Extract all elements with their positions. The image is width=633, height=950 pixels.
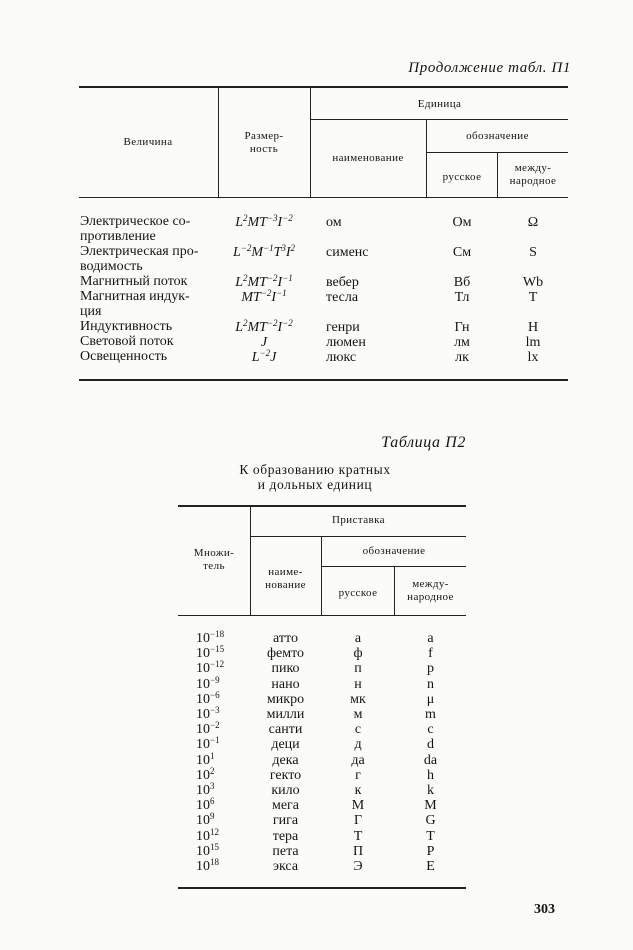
multiplier-cell: $10^{-6}$ bbox=[196, 689, 220, 707]
quantity-cell: Освещенность bbox=[80, 349, 168, 364]
multiplier-cell: $10^{-9}$ bbox=[196, 674, 220, 692]
quantity-cell: Магнитный поток bbox=[80, 274, 188, 289]
symbol-russian-cell: лм bbox=[454, 335, 470, 350]
symbol-russian-cell: м bbox=[353, 707, 363, 722]
t1-header-symbol: обозначение bbox=[466, 130, 529, 142]
symbol-russian-cell: п bbox=[354, 661, 362, 677]
symbol-international-cell: c bbox=[427, 722, 434, 738]
symbol-international-cell: da bbox=[423, 752, 438, 768]
symbol-russian-cell: Ом bbox=[452, 215, 472, 230]
symbol-international-cell: G bbox=[425, 813, 436, 829]
multiplier-cell: $10^{15}$ bbox=[196, 841, 219, 859]
multiplier-cell: $10^{-1}$ bbox=[196, 735, 220, 753]
t2-header-name: наиме- нование bbox=[265, 566, 306, 591]
dimension-cell: $MT^{-2}I^{-1}$ bbox=[241, 288, 287, 305]
t2-header-russian: русское bbox=[338, 587, 378, 599]
symbol-international-cell: T bbox=[528, 290, 538, 305]
t1-header-dimension: Размер- ность bbox=[244, 130, 284, 155]
prefix-name-cell: тера bbox=[272, 828, 299, 844]
quantity-cell: Магнитная индук- ция bbox=[80, 289, 190, 319]
prefix-name-cell: фемто bbox=[266, 646, 305, 662]
symbol-international-cell: lm bbox=[525, 335, 541, 350]
symbol-international-cell: Ω bbox=[527, 215, 539, 230]
symbol-international-cell: M bbox=[424, 798, 437, 814]
symbol-international-cell: n bbox=[427, 676, 434, 692]
multiplier-cell: $10^1$ bbox=[196, 750, 215, 768]
t2-header-rule bbox=[251, 536, 466, 537]
symbol-international-cell: lx bbox=[527, 350, 539, 365]
symbol-russian-cell: Э bbox=[353, 859, 363, 874]
symbol-international-cell: p bbox=[427, 661, 434, 677]
symbol-international-cell: f bbox=[428, 646, 433, 662]
symbol-russian-cell: ф bbox=[353, 646, 363, 662]
quantity-cell: Световой поток bbox=[80, 334, 174, 349]
t1-header-name: наименование bbox=[332, 152, 404, 164]
symbol-russian-cell: Г bbox=[353, 813, 363, 829]
dimension-cell: $L^{-2}M^{-1}T^3I^2$ bbox=[232, 243, 296, 260]
multiplier-cell: $10^2$ bbox=[196, 765, 215, 783]
symbol-russian-cell: с bbox=[354, 722, 362, 738]
t1-header-unit: Единица bbox=[417, 98, 462, 110]
t1-header-russian: русское bbox=[442, 171, 482, 183]
symbol-international-cell: Wb bbox=[522, 275, 544, 290]
unit-name-cell: ом bbox=[326, 215, 342, 230]
symbol-russian-cell: г bbox=[355, 767, 361, 783]
t2-header-bottom-rule bbox=[178, 615, 466, 616]
dimension-cell: $L^2MT^{-3}I^{-2}$ bbox=[235, 213, 293, 230]
quantity-cell: Электрическое со- противление bbox=[80, 214, 191, 244]
quantity-cell: Электрическая про- водимость bbox=[80, 244, 199, 274]
t2-header-symbol: обозначение bbox=[362, 545, 426, 557]
prefix-name-cell: гекто bbox=[269, 767, 302, 783]
multiplier-cell: $10^3$ bbox=[196, 781, 215, 798]
t1-header-international: между- народное bbox=[509, 162, 557, 187]
multiplier-cell: $10^{-15}$ bbox=[196, 644, 225, 662]
symbol-russian-cell: Гн bbox=[454, 320, 470, 335]
prefix-name-cell: пико bbox=[271, 661, 300, 677]
symbol-russian-cell: См bbox=[452, 245, 472, 260]
table-label: Таблица П2 bbox=[381, 434, 466, 451]
unit-name-cell: люмен bbox=[326, 335, 366, 350]
multiplier-cell: $10^{-3}$ bbox=[196, 705, 220, 722]
prefix-name-cell: пета bbox=[272, 843, 299, 859]
symbol-international-cell: E bbox=[426, 859, 435, 874]
symbol-russian-cell: Т bbox=[353, 828, 363, 844]
dimension-cell: $L^{-2}J$ bbox=[251, 348, 277, 365]
multiplier-cell: $10^9$ bbox=[196, 811, 215, 829]
multiplier-cell: $10^{12}$ bbox=[196, 826, 219, 844]
quantity-cell: Индуктивность bbox=[80, 319, 173, 334]
prefix-name-cell: мега bbox=[271, 798, 300, 814]
t2-bottom-rule bbox=[178, 887, 466, 889]
prefix-name-cell: деци bbox=[271, 737, 300, 753]
symbol-russian-cell: мк bbox=[350, 691, 366, 707]
dimension-cell: $L^2MT^{-2}I^{-1}$ bbox=[235, 273, 293, 290]
unit-name-cell: генри bbox=[326, 320, 360, 335]
prefix-name-cell: нано bbox=[271, 676, 300, 692]
prefix-name-cell: санти bbox=[268, 722, 303, 738]
symbol-international-cell: H bbox=[527, 320, 539, 335]
multiplier-cell: $10^{-12}$ bbox=[196, 659, 225, 677]
unit-name-cell: вебер bbox=[326, 275, 359, 290]
symbol-russian-cell: д bbox=[354, 737, 362, 753]
symbol-russian-cell: к bbox=[354, 783, 362, 798]
symbol-russian-cell: н bbox=[354, 676, 362, 692]
multiplier-cell: $10^{-2}$ bbox=[196, 720, 220, 738]
symbol-russian-cell: П bbox=[352, 843, 364, 859]
multiplier-cell: $10^6$ bbox=[196, 796, 215, 814]
symbol-international-cell: k bbox=[427, 783, 434, 798]
symbol-russian-cell: лк bbox=[455, 350, 469, 365]
symbol-international-cell: μ bbox=[426, 691, 435, 707]
prefix-name-cell: милли bbox=[266, 707, 305, 722]
prefix-name-cell: гига bbox=[272, 813, 299, 829]
t2-header-international: между- народное bbox=[407, 578, 454, 603]
table-title: К образованию кратных и дольных единиц bbox=[239, 462, 391, 492]
t1-header-rule bbox=[311, 119, 568, 120]
prefix-name-cell: атто bbox=[273, 631, 298, 646]
prefix-name-cell: микро bbox=[266, 691, 305, 707]
symbol-international-cell: h bbox=[427, 767, 434, 783]
t1-header-rule bbox=[427, 152, 568, 153]
multiplier-cell: $10^{18}$ bbox=[196, 857, 219, 874]
symbol-international-cell: T bbox=[426, 828, 435, 844]
dimension-cell: $L^2MT^{-2}I^{-2}$ bbox=[235, 318, 293, 335]
unit-name-cell: тесла bbox=[326, 290, 359, 305]
t2-header-prefix: Приставка bbox=[332, 514, 385, 526]
symbol-russian-cell: а bbox=[354, 631, 362, 646]
unit-name-cell: люкс bbox=[326, 350, 357, 365]
symbol-international-cell: S bbox=[529, 245, 537, 260]
symbol-russian-cell: Тл bbox=[454, 290, 470, 305]
multiplier-cell: $10^{-18}$ bbox=[196, 629, 225, 646]
t2-header-multiplier: Множи- тель bbox=[193, 547, 235, 572]
t1-top-rule bbox=[79, 86, 568, 88]
t2-header-rule bbox=[322, 566, 466, 567]
symbol-russian-cell: да bbox=[351, 752, 365, 768]
symbol-international-cell: d bbox=[427, 737, 434, 753]
symbol-international-cell: P bbox=[426, 843, 435, 859]
symbol-international-cell: m bbox=[425, 707, 436, 722]
dimension-cell: J bbox=[260, 335, 268, 350]
continuation-caption: Продолжение табл. П1 bbox=[408, 60, 571, 76]
prefix-name-cell: дека bbox=[272, 752, 299, 768]
symbol-russian-cell: М bbox=[351, 798, 365, 814]
prefix-name-cell: кило bbox=[271, 783, 300, 798]
symbol-russian-cell: Вб bbox=[453, 275, 471, 290]
t1-header-quantity: Величина bbox=[123, 136, 173, 148]
symbol-international-cell: a bbox=[427, 631, 434, 646]
page-number: 303 bbox=[534, 902, 555, 917]
prefix-name-cell: экса bbox=[272, 859, 299, 874]
t2-top-rule bbox=[178, 505, 466, 507]
t1-bottom-rule bbox=[79, 379, 568, 381]
t1-header-bottom-rule bbox=[79, 197, 568, 198]
unit-name-cell: сименс bbox=[326, 245, 369, 260]
